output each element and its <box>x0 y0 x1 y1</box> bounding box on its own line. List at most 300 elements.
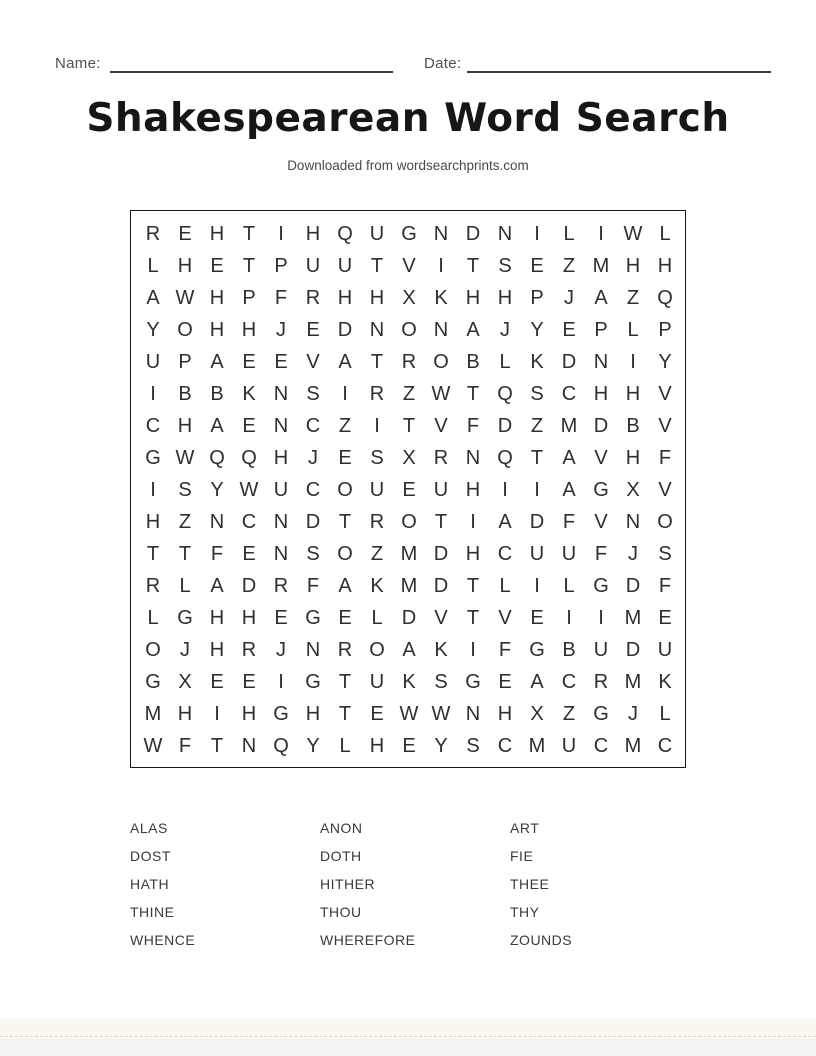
grid-cell: S <box>370 446 384 469</box>
grid-cell: B <box>210 382 224 405</box>
grid-cell: I <box>342 382 348 405</box>
grid-cell: V <box>434 414 448 437</box>
grid-cell: Y <box>434 734 448 757</box>
grid-cell: G <box>145 446 161 469</box>
grid-cell: Y <box>210 478 224 501</box>
grid-cell: C <box>561 382 577 405</box>
grid-cell: N <box>273 382 289 405</box>
grid-cell: L <box>563 222 575 245</box>
grid-cell: A <box>402 638 416 661</box>
grid-cell: A <box>210 574 224 597</box>
grid-cell: E <box>370 702 384 725</box>
grid-cell: L <box>499 574 511 597</box>
grid-cell: C <box>305 414 321 437</box>
grid-cell: U <box>529 542 545 565</box>
grid-cell: K <box>370 574 384 597</box>
grid-cell: I <box>470 638 476 661</box>
grid-cell: H <box>625 254 641 277</box>
grid-cell: G <box>145 670 161 693</box>
grid-cell: G <box>177 606 193 629</box>
grid-cell: U <box>273 478 289 501</box>
word-item: THEE <box>510 876 550 892</box>
grid-cell: R <box>241 638 257 661</box>
grid-cell: A <box>210 350 224 373</box>
grid-cell: K <box>434 286 448 309</box>
grid-cell: A <box>210 414 224 437</box>
grid-cell: H <box>305 222 321 245</box>
grid-cell: F <box>274 286 288 309</box>
grid-cell: H <box>465 478 481 501</box>
grid-cell: G <box>593 702 609 725</box>
grid-cell: Y <box>146 318 160 341</box>
grid-cell: E <box>274 606 288 629</box>
grid-cell: Q <box>241 446 257 469</box>
subtitle-attribution: Downloaded from wordsearchprints.com <box>287 158 529 173</box>
grid-cell: U <box>561 734 577 757</box>
grid-cell: I <box>534 222 540 245</box>
grid-cell: E <box>338 606 352 629</box>
grid-cell: F <box>498 638 512 661</box>
grid-cell: Y <box>306 734 320 757</box>
grid-cell: L <box>339 734 351 757</box>
grid-cell: I <box>534 478 540 501</box>
grid-cell: H <box>209 606 225 629</box>
grid-cell: N <box>625 510 641 533</box>
grid-cell: J <box>308 446 318 469</box>
grid-cell: W <box>431 382 451 405</box>
grid-cell: E <box>402 478 416 501</box>
grid-cell: E <box>498 670 512 693</box>
grid-cell: D <box>337 318 353 341</box>
grid-cell: J <box>276 638 286 661</box>
grid-cell: D <box>241 574 257 597</box>
grid-cell: H <box>209 286 225 309</box>
grid-cell: T <box>466 606 480 629</box>
grid-cell: M <box>592 254 610 277</box>
grid-cell: S <box>306 382 320 405</box>
grid-cell: E <box>210 670 224 693</box>
grid-cell: M <box>400 542 418 565</box>
word-item: WHEREFORE <box>320 932 416 948</box>
grid-cell: D <box>561 350 577 373</box>
grid-cell: H <box>625 446 641 469</box>
grid-cell: T <box>466 382 480 405</box>
word-item: HATH <box>130 876 170 892</box>
grid-cell: Z <box>562 254 576 277</box>
grid-cell: A <box>466 318 480 341</box>
grid-cell: O <box>369 638 385 661</box>
grid-cell: S <box>530 382 544 405</box>
grid-cell: J <box>628 702 638 725</box>
grid-cell: H <box>241 606 257 629</box>
grid-cell: B <box>466 350 480 373</box>
grid-cell: U <box>369 478 385 501</box>
grid-cell: C <box>657 734 673 757</box>
grid-cell: D <box>433 574 449 597</box>
grid-cell: N <box>593 350 609 373</box>
grid-cell: P <box>658 318 672 341</box>
grid-cell: F <box>594 542 608 565</box>
grid-cell: I <box>150 478 156 501</box>
grid-cell: G <box>305 670 321 693</box>
grid-cell: N <box>241 734 257 757</box>
grid-cell: J <box>276 318 286 341</box>
footer-cream-strip <box>0 1019 816 1037</box>
grid-cell: T <box>370 350 384 373</box>
grid-cell: W <box>175 286 195 309</box>
grid-cell: N <box>433 222 449 245</box>
grid-cell: O <box>433 350 449 373</box>
grid-cell: R <box>145 222 161 245</box>
grid-cell: L <box>563 574 575 597</box>
word-column <box>320 814 416 954</box>
grid-cell: H <box>177 702 193 725</box>
grid-cell: Z <box>178 510 192 533</box>
grid-cell: Y <box>658 350 672 373</box>
grid-cell: Q <box>497 382 513 405</box>
grid-cell: P <box>178 350 192 373</box>
grid-cell: X <box>530 702 544 725</box>
grid-cell: A <box>562 478 576 501</box>
grid-cell: A <box>146 286 160 309</box>
grid-cell: F <box>466 414 480 437</box>
grid-cell: U <box>305 254 321 277</box>
grid-cell: G <box>305 606 321 629</box>
grid-cell: O <box>401 510 417 533</box>
grid-cell: Q <box>273 734 289 757</box>
grid-cell: W <box>175 446 195 469</box>
grid-cell: E <box>402 734 416 757</box>
grid-cell: U <box>145 350 161 373</box>
word-item: THOU <box>320 904 362 920</box>
grid-cell: I <box>502 478 508 501</box>
grid-cell: O <box>337 478 353 501</box>
grid-cell: T <box>338 670 352 693</box>
grid-cell: T <box>370 254 384 277</box>
word-item: HITHER <box>320 876 376 892</box>
grid-cell: M <box>144 702 162 725</box>
grid-cell: D <box>401 606 417 629</box>
grid-cell: G <box>465 670 481 693</box>
grid-cell: L <box>147 254 159 277</box>
grid-cell: D <box>305 510 321 533</box>
grid-cell: E <box>530 606 544 629</box>
grid-cell: H <box>177 254 193 277</box>
grid-cell: R <box>369 510 385 533</box>
grid-cell: M <box>528 734 546 757</box>
grid-cell: R <box>369 382 385 405</box>
grid-cell: K <box>530 350 544 373</box>
grid-cell: I <box>534 574 540 597</box>
grid-cell: Z <box>530 414 544 437</box>
grid-cell: E <box>210 254 224 277</box>
date-label: Date: <box>424 55 462 72</box>
grid-cell: N <box>305 638 321 661</box>
grid-cell: W <box>623 222 643 245</box>
grid-cell: M <box>400 574 418 597</box>
grid-cell: G <box>273 702 289 725</box>
grid-cell: O <box>145 638 161 661</box>
grid-cell: I <box>566 606 572 629</box>
grid-cell: T <box>242 254 256 277</box>
grid-cell: Z <box>562 702 576 725</box>
grid-cell: O <box>401 318 417 341</box>
grid-cell: M <box>624 606 642 629</box>
grid-cell: F <box>562 510 576 533</box>
grid-cell: D <box>529 510 545 533</box>
grid-cell: R <box>401 350 417 373</box>
grid-cell: U <box>657 638 673 661</box>
grid-cell: C <box>561 670 577 693</box>
grid-cell: V <box>658 414 672 437</box>
grid-cell: C <box>241 510 257 533</box>
grid-cell: Y <box>530 318 544 341</box>
grid-cell: Z <box>402 382 416 405</box>
date-fill-line <box>467 71 771 73</box>
puzzle-grid <box>137 218 681 762</box>
word-item: THINE <box>130 904 175 920</box>
grid-cell: C <box>593 734 609 757</box>
grid-cell: N <box>273 414 289 437</box>
grid-cell: I <box>598 222 604 245</box>
grid-cell: K <box>434 638 448 661</box>
grid-cell: T <box>242 222 256 245</box>
grid-cell: Q <box>657 286 673 309</box>
grid-cell: F <box>306 574 320 597</box>
word-item: DOTH <box>320 848 362 864</box>
grid-cell: W <box>431 702 451 725</box>
grid-cell: K <box>242 382 256 405</box>
grid-cell: I <box>214 702 220 725</box>
grid-cell: T <box>146 542 160 565</box>
grid-cell: V <box>594 510 608 533</box>
grid-cell: X <box>402 446 416 469</box>
grid-cell: E <box>242 670 256 693</box>
word-item: ALAS <box>130 820 168 836</box>
grid-cell: N <box>369 318 385 341</box>
grid-cell: X <box>178 670 192 693</box>
grid-cell: E <box>306 318 320 341</box>
grid-cell: Q <box>209 446 225 469</box>
grid-cell: I <box>598 606 604 629</box>
grid-cell: R <box>593 670 609 693</box>
grid-cell: H <box>657 254 673 277</box>
grid-cell: L <box>499 350 511 373</box>
grid-cell: E <box>338 446 352 469</box>
grid-cell: I <box>150 382 156 405</box>
grid-cell: P <box>242 286 256 309</box>
grid-cell: M <box>624 670 642 693</box>
word-column <box>130 814 195 954</box>
word-item: ART <box>510 820 540 836</box>
grid-cell: S <box>466 734 480 757</box>
grid-cell: A <box>594 286 608 309</box>
grid-cell: V <box>402 254 416 277</box>
grid-cell: B <box>562 638 576 661</box>
grid-cell: I <box>438 254 444 277</box>
grid-cell: N <box>273 510 289 533</box>
grid-cell: T <box>530 446 544 469</box>
grid-cell: B <box>626 414 640 437</box>
grid-cell: N <box>465 446 481 469</box>
word-column <box>510 814 572 954</box>
grid-cell: D <box>593 414 609 437</box>
grid-cell: V <box>498 606 512 629</box>
grid-cell: Q <box>337 222 353 245</box>
grid-cell: W <box>143 734 163 757</box>
grid-cell: E <box>178 222 192 245</box>
grid-cell: R <box>337 638 353 661</box>
grid-cell: K <box>402 670 416 693</box>
grid-cell: O <box>337 542 353 565</box>
grid-cell: C <box>497 542 513 565</box>
word-item: WHENCE <box>130 932 196 948</box>
grid-cell: A <box>338 350 352 373</box>
grid-cell: A <box>562 446 576 469</box>
grid-cell: P <box>274 254 288 277</box>
grid-cell: N <box>209 510 225 533</box>
grid-cell: H <box>305 702 321 725</box>
grid-cell: U <box>369 670 385 693</box>
grid-cell: H <box>209 318 225 341</box>
grid-cell: G <box>529 638 545 661</box>
grid-cell: Q <box>497 446 513 469</box>
grid-cell: N <box>433 318 449 341</box>
grid-cell: E <box>242 542 256 565</box>
grid-cell: E <box>242 350 256 373</box>
grid-cell: G <box>401 222 417 245</box>
grid-cell: U <box>433 478 449 501</box>
grid-cell: I <box>278 670 284 693</box>
grid-cell: O <box>657 510 673 533</box>
grid-cell: F <box>178 734 192 757</box>
grid-cell: H <box>273 446 289 469</box>
grid-cell: S <box>306 542 320 565</box>
grid-cell: H <box>369 734 385 757</box>
grid-cell: H <box>145 510 161 533</box>
grid-cell: R <box>145 574 161 597</box>
grid-cell: W <box>239 478 259 501</box>
grid-cell: J <box>180 638 190 661</box>
grid-cell: J <box>628 542 638 565</box>
grid-cell: E <box>242 414 256 437</box>
grid-cell: Z <box>338 414 352 437</box>
grid-cell: B <box>178 382 192 405</box>
grid-cell: P <box>530 286 544 309</box>
grid-cell: T <box>434 510 448 533</box>
grid-cell: T <box>402 414 416 437</box>
grid-cell: N <box>273 542 289 565</box>
grid-cell: H <box>465 286 481 309</box>
grid-cell: E <box>530 254 544 277</box>
grid-cell: C <box>305 478 321 501</box>
grid-cell: D <box>497 414 513 437</box>
word-item: ANON <box>320 820 363 836</box>
grid-cell: L <box>179 574 191 597</box>
word-item: ZOUNDS <box>510 932 573 948</box>
word-item: DOST <box>130 848 171 864</box>
grid-cell: A <box>530 670 544 693</box>
grid-cell: M <box>624 734 642 757</box>
grid-cell: V <box>434 606 448 629</box>
grid-cell: H <box>465 542 481 565</box>
grid-cell: G <box>593 574 609 597</box>
grid-cell: H <box>209 638 225 661</box>
grid-cell: I <box>374 414 380 437</box>
grid-cell: W <box>399 702 419 725</box>
grid-cell: S <box>658 542 672 565</box>
grid-cell: L <box>659 702 671 725</box>
word-item: THY <box>510 904 540 920</box>
footer-gray-strip <box>0 1038 816 1056</box>
grid-cell: T <box>466 574 480 597</box>
grid-cell: V <box>658 382 672 405</box>
grid-cell: F <box>210 542 224 565</box>
grid-cell: F <box>658 446 672 469</box>
grid-cell: Z <box>626 286 640 309</box>
grid-cell: E <box>274 350 288 373</box>
grid-cell: R <box>433 446 449 469</box>
name-fill-line <box>110 71 393 73</box>
grid-cell: I <box>630 350 636 373</box>
grid-cell: F <box>658 574 672 597</box>
grid-cell: I <box>278 222 284 245</box>
puzzle-grid-box <box>130 210 686 768</box>
grid-cell: H <box>241 318 257 341</box>
grid-cell: O <box>177 318 193 341</box>
grid-cell: N <box>497 222 513 245</box>
grid-cell: U <box>337 254 353 277</box>
grid-cell: A <box>498 510 512 533</box>
grid-cell: H <box>497 702 513 725</box>
grid-cell: H <box>625 382 641 405</box>
grid-cell: D <box>465 222 481 245</box>
grid-cell: L <box>371 606 383 629</box>
grid-cell: R <box>273 574 289 597</box>
grid-cell: H <box>209 222 225 245</box>
grid-cell: U <box>561 542 577 565</box>
grid-cell: K <box>658 670 672 693</box>
grid-cell: J <box>564 286 574 309</box>
grid-cell: C <box>497 734 513 757</box>
grid-cell: L <box>147 606 159 629</box>
grid-cell: H <box>593 382 609 405</box>
grid-cell: X <box>402 286 416 309</box>
grid-cell: D <box>433 542 449 565</box>
grid-cell: T <box>210 734 224 757</box>
grid-cell: C <box>145 414 161 437</box>
page-title: Shakespearean Word Search <box>86 96 730 141</box>
grid-cell: H <box>177 414 193 437</box>
grid-cell: H <box>369 286 385 309</box>
name-label: Name: <box>55 55 101 72</box>
grid-cell: D <box>625 638 641 661</box>
grid-cell: S <box>498 254 512 277</box>
grid-cell: U <box>593 638 609 661</box>
grid-cell: V <box>306 350 320 373</box>
grid-cell: N <box>465 702 481 725</box>
grid-cell: L <box>659 222 671 245</box>
grid-cell: S <box>178 478 192 501</box>
grid-cell: I <box>470 510 476 533</box>
grid-cell: S <box>434 670 448 693</box>
grid-cell: X <box>626 478 640 501</box>
grid-cell: H <box>241 702 257 725</box>
grid-cell: M <box>560 414 578 437</box>
grid-cell: V <box>594 446 608 469</box>
grid-cell: P <box>594 318 608 341</box>
grid-cell: T <box>338 510 352 533</box>
